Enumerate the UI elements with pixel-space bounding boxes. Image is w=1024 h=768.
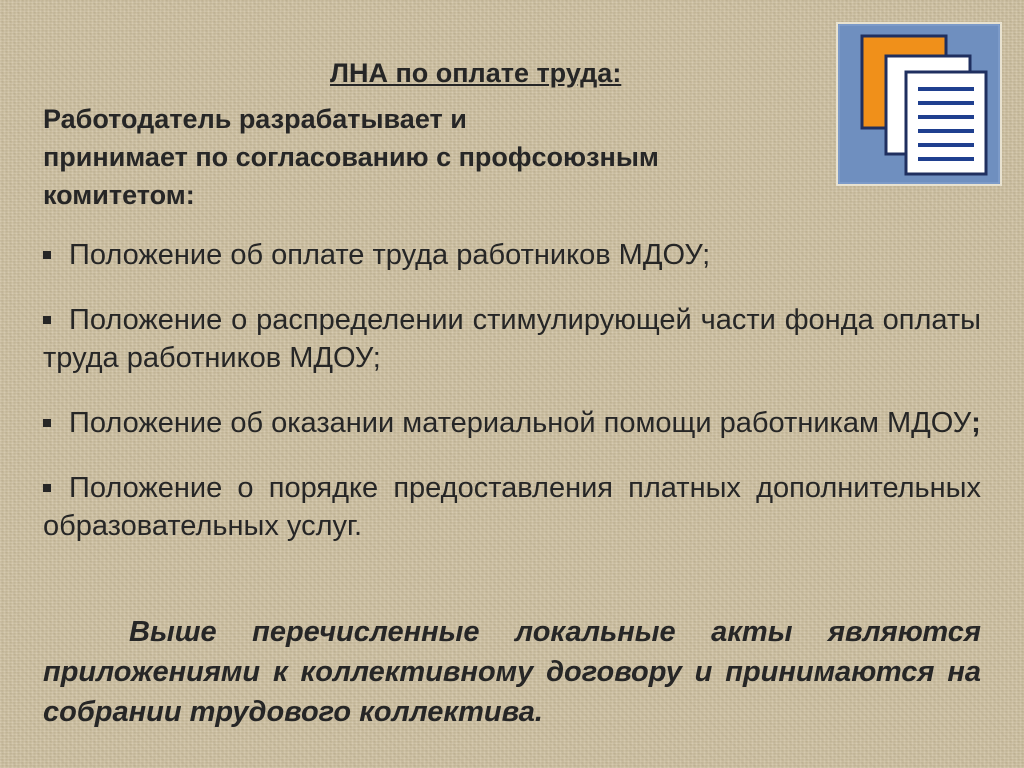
intro-text (43, 100, 833, 214)
list-item-text: Положение о порядке предоставления платных дополнительных образовательных услуг. (43, 472, 981, 542)
documents-icon (836, 22, 1002, 186)
closing-note: Выше перечисленные локальные акты являются приложениями к коллективному договору и принимаются на собрании трудового коллектива. (43, 616, 981, 728)
square-bullet-icon (43, 316, 51, 324)
square-bullet-icon (43, 419, 51, 427)
slide-heading: ЛНА по оплате труда: (330, 58, 622, 88)
square-bullet-icon (43, 484, 51, 492)
list-item (43, 301, 981, 377)
list-item-suffix: ; (971, 407, 981, 439)
list-item-text: Положение об оплате труда работников МДОУ; (69, 239, 711, 271)
intro-line: Работодатель разрабатывает и (43, 104, 467, 134)
intro-line: принимает по согласованию с профсоюзным (43, 142, 659, 172)
square-bullet-icon (43, 251, 51, 259)
list-item (43, 404, 981, 442)
list-item-text: Положение о распределении стимулирующей части фонда оплаты труда работников МДОУ; (43, 304, 981, 374)
list-item (43, 469, 981, 545)
list-item-text: Положение об оказании материальной помощи работникам МДОУ (69, 407, 972, 439)
document-list (43, 236, 981, 572)
list-item (43, 236, 981, 274)
intro-line: комитетом: (43, 180, 195, 210)
